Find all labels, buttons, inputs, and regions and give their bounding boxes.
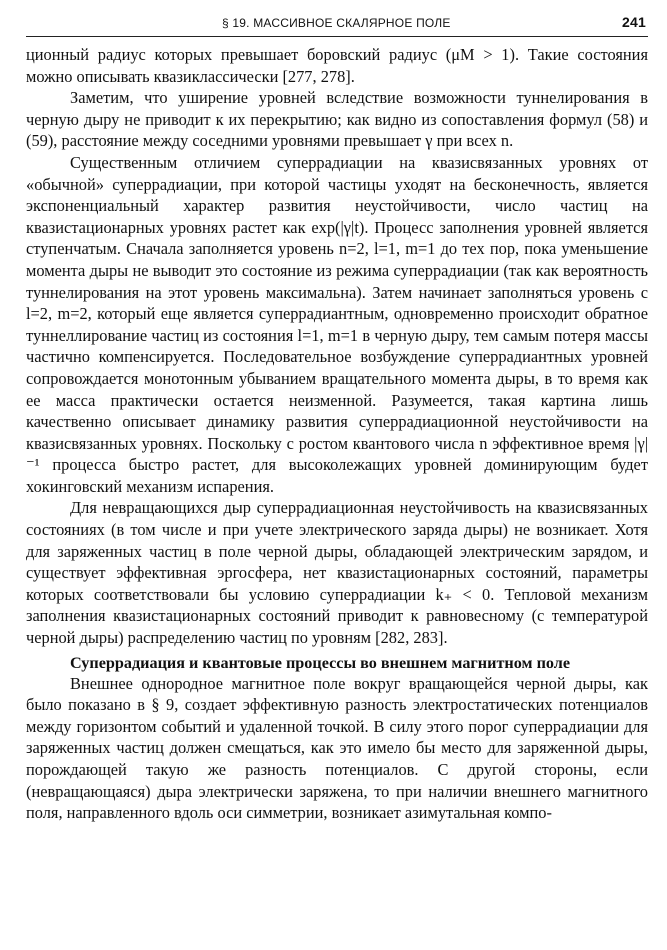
paragraph-nonrotating-holes: Для невращающихся дыр суперрадиационная неустойчивость на квазисвязанных состояниях (в том числе и при учете электрического заряда дыры) не возникает. Хотя для заряженных частиц в поле черной дыры, обладающей электрическим зарядом, и существует эффективная эргосфера, нет квазистационарных состояний, параметры которых соответствовали бы условию суперрадиации k₊ < 0. Тепловой механизм заполнения квазистационарных состояний приводит к равновесному (с температурой черной дыры) распределению частиц по уровням [282, 283]. — [26, 498, 648, 648]
paragraph-continuation: ционный радиус которых превышает боровский радиус (μM > 1). Такие состояния можно описывать квазиклассически [277, 278]. — [26, 45, 648, 86]
running-head — [26, 14, 648, 37]
running-head-title: § 19. МАССИВНОЕ СКАЛЯРНОЕ ПОЛЕ — [222, 16, 451, 30]
section-heading: Суперрадиация и квантовые процессы во внешнем магнитном поле — [70, 653, 571, 672]
paragraph-superradiance-levels: Существенным отличием суперрадиации на квазисвязанных уровнях от «обычной» суперрадиации, при которой частицы уходят на бесконечность, является экспоненциальный характер развития неустойчивости, число частиц на квазистационарных уровнях растет как exp(|γ|t). Процесс заполнения уровней является ступенчатым. Сначала заполняется уровень n=2, l=1, m=1 до тех пор, пока уменьшение момента дыры не выводит это состояние из режима суперрадиации (так как вероятность туннелирования на этот уровень максимальна). Затем начинает заполняться уровень с l=2, m=2, который еще является суперрадиантным, одновременно происходит обратное туннеллирование частиц из состояния l=1, m=1 в черную дыру, тем самым потеря массы частично компенсируется. Последовательное возбуждение суперрадиантных уровней сопровождается монотонным убыванием вращательного момента дыры, в то время как ее масса практически остается неизменной. Разумеется, такая картина лишь качественно описывает динамику развития суперрадиационной неустойчивости на квазисвязанных уровнях. Поскольку с ростом квантового числа n эффективное время |γ|⁻¹ процесса быстро растет, для высоколежащих уровней доминирующим будет хокинговский механизм испарения. — [26, 152, 648, 496]
body-text — [26, 44, 648, 824]
paragraph-magnetic-field: Внешнее однородное магнитное поле вокруг вращающейся черной дыры, как было показано в § 9, создает эффективную разность электростатических потенциалов между горизонтом событий и удаленной точкой. В силу этого порог суперрадиации для заряженных частиц должен смещаться, как это имело бы место для заряженной дыры, порождающей такую же разность потенциалов. С другой стороны, если (невращающаяся) дыра электрически заряжена, то при наличии внешнего магнитного поля, направленного вдоль оси симметрии, возникает азимутальная компо- — [26, 673, 648, 823]
page-number: 241 — [622, 14, 646, 30]
paragraph-tunneling-note: Заметим, что уширение уровней вследствие возможности туннелирования в черную дыру не приводит к их перекрытию; как видно из сопоставления формул (58) и (59), расстояние между соседними уровнями превышает γ при всех n. — [26, 88, 648, 151]
book-page — [26, 14, 648, 824]
